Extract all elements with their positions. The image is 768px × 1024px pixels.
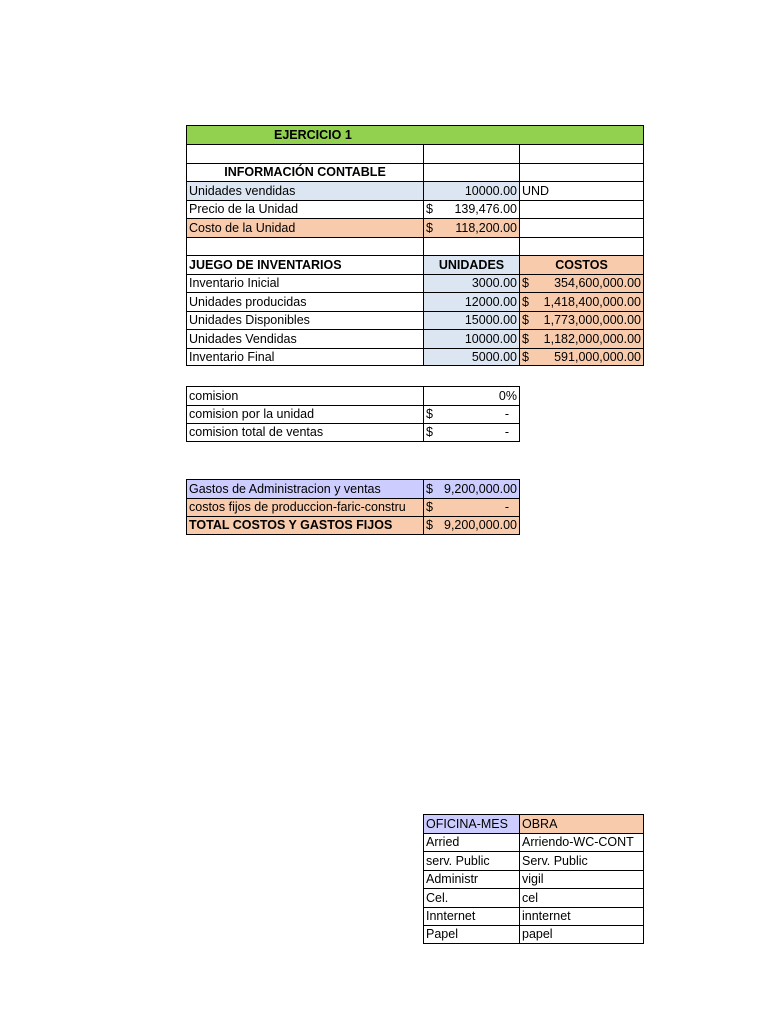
currency: $ xyxy=(522,349,529,364)
currency: $ xyxy=(426,518,433,533)
info-label[interactable]: Unidades vendidas xyxy=(186,181,423,200)
cell[interactable] xyxy=(519,237,644,256)
fixed-total-label[interactable]: TOTAL COSTOS Y GASTOS FIJOS xyxy=(186,516,423,535)
currency: $ xyxy=(426,425,433,440)
commission-label[interactable]: comision por la unidad xyxy=(186,405,423,424)
expenses-row xyxy=(423,851,644,870)
inventory-units[interactable]: 12000.00 xyxy=(423,292,519,311)
expenses-header-row xyxy=(423,814,644,833)
amount: 139,476.00 xyxy=(454,202,517,217)
expenses-row xyxy=(423,925,644,944)
commission-label[interactable]: comision total de ventas xyxy=(186,423,423,442)
fixed-row xyxy=(186,498,520,517)
commission-table xyxy=(186,386,520,442)
inventory-label[interactable]: Unidades Vendidas xyxy=(186,329,423,348)
inventory-cost[interactable] xyxy=(519,329,644,348)
obra-item[interactable]: cel xyxy=(519,888,644,907)
oficina-item[interactable]: Innternet xyxy=(423,907,519,926)
inventory-heading-row xyxy=(186,255,644,274)
inventory-label[interactable]: Inventario Inicial xyxy=(186,274,423,293)
inventory-units[interactable]: 10000.00 xyxy=(423,329,519,348)
blank-row xyxy=(186,144,644,163)
title-row xyxy=(186,125,644,144)
cell[interactable] xyxy=(519,144,644,163)
amount: 354,600,000.00 xyxy=(554,276,641,291)
info-row xyxy=(186,218,644,237)
currency: $ xyxy=(522,331,529,346)
oficina-item[interactable]: Arried xyxy=(423,833,519,852)
cell[interactable] xyxy=(519,218,644,237)
inventory-label[interactable]: Unidades producidas xyxy=(186,292,423,311)
cell[interactable] xyxy=(519,163,644,182)
expenses-row xyxy=(423,888,644,907)
inventory-cost[interactable] xyxy=(519,274,644,293)
commission-label[interactable]: comision xyxy=(186,386,423,405)
expenses-row xyxy=(423,870,644,889)
inventory-units[interactable]: 15000.00 xyxy=(423,311,519,330)
expenses-row xyxy=(423,907,644,926)
inventory-label[interactable]: Inventario Final xyxy=(186,348,423,367)
inventory-heading[interactable]: JUEGO DE INVENTARIOS xyxy=(186,255,423,274)
inventory-row xyxy=(186,329,644,348)
inventory-row xyxy=(186,348,644,367)
amount: 1,773,000,000.00 xyxy=(543,313,641,328)
obra-header[interactable]: OBRA xyxy=(519,814,644,833)
currency: $ xyxy=(522,313,529,328)
amount: 1,182,000,000.00 xyxy=(543,331,641,346)
amount: 118,200.00 xyxy=(455,220,517,235)
commission-row xyxy=(186,405,520,424)
fixed-label[interactable]: Gastos de Administracion y ventas xyxy=(186,479,423,498)
oficina-item[interactable]: Administr xyxy=(423,870,519,889)
cell[interactable] xyxy=(519,200,644,219)
inventory-cost[interactable] xyxy=(519,292,644,311)
info-value[interactable] xyxy=(423,218,519,237)
inventory-cost[interactable] xyxy=(519,311,644,330)
obra-item[interactable]: Arriendo-WC-CONT xyxy=(519,833,644,852)
currency: $ xyxy=(426,202,433,217)
inventory-row xyxy=(186,274,644,293)
cell[interactable] xyxy=(186,237,423,256)
amount: - xyxy=(504,425,509,440)
title-cell[interactable]: EJERCICIO 1 xyxy=(186,125,644,144)
inventory-label[interactable]: Unidades Disponibles xyxy=(186,311,423,330)
oficina-header[interactable]: OFICINA-MES xyxy=(423,814,519,833)
oficina-item[interactable]: Cel. xyxy=(423,888,519,907)
obra-item[interactable]: Serv. Public xyxy=(519,851,644,870)
fixed-row xyxy=(186,479,520,498)
amount: 9,200,000.00 xyxy=(444,518,517,533)
oficina-item[interactable]: Papel xyxy=(423,925,519,944)
info-row xyxy=(186,181,644,200)
amount: - xyxy=(504,407,509,422)
info-heading-row xyxy=(186,163,644,182)
ejercicio-table xyxy=(186,125,644,366)
info-unit[interactable]: UND xyxy=(519,181,644,200)
currency: $ xyxy=(426,220,433,235)
obra-item[interactable]: innternet xyxy=(519,907,644,926)
oficina-item[interactable]: serv. Public xyxy=(423,851,519,870)
info-value[interactable]: 10000.00 xyxy=(423,181,519,200)
fixed-costs-table xyxy=(186,479,520,535)
currency: $ xyxy=(426,407,433,422)
amount: - xyxy=(504,500,509,515)
info-heading[interactable]: INFORMACIÓN CONTABLE xyxy=(186,163,423,182)
commission-row xyxy=(186,423,520,442)
inventory-cost[interactable] xyxy=(519,348,644,367)
commission-value[interactable] xyxy=(423,405,520,424)
fixed-value[interactable] xyxy=(423,498,520,517)
inventory-units[interactable]: 5000.00 xyxy=(423,348,519,367)
cell[interactable] xyxy=(186,144,423,163)
amount: 591,000,000.00 xyxy=(554,349,641,364)
currency: $ xyxy=(426,500,433,515)
currency: $ xyxy=(426,481,433,496)
commission-row xyxy=(186,386,520,405)
info-row xyxy=(186,200,644,219)
costs-header[interactable]: COSTOS xyxy=(519,255,644,274)
fixed-label[interactable]: costos fijos de produccion-faric-constru xyxy=(186,498,423,517)
commission-value[interactable]: 0% xyxy=(423,386,520,405)
cell[interactable] xyxy=(423,144,519,163)
cell[interactable] xyxy=(423,237,519,256)
obra-item[interactable]: papel xyxy=(519,925,644,944)
blank-row xyxy=(186,237,644,256)
inventory-row xyxy=(186,292,644,311)
fixed-total-row xyxy=(186,516,520,535)
commission-value[interactable] xyxy=(423,423,520,442)
fixed-total-value[interactable] xyxy=(423,516,520,535)
info-label[interactable]: Precio de la Unidad xyxy=(186,200,423,219)
info-label[interactable]: Costo de la Unidad xyxy=(186,218,423,237)
currency: $ xyxy=(522,276,529,291)
inventory-row xyxy=(186,311,644,330)
info-value[interactable] xyxy=(423,200,519,219)
units-header[interactable]: UNIDADES xyxy=(423,255,519,274)
currency: $ xyxy=(522,294,529,309)
amount: 9,200,000.00 xyxy=(444,481,517,496)
inventory-units[interactable]: 3000.00 xyxy=(423,274,519,293)
fixed-value[interactable] xyxy=(423,479,520,498)
expenses-row xyxy=(423,833,644,852)
cell[interactable] xyxy=(423,163,519,182)
expenses-table xyxy=(423,814,644,944)
amount: 1,418,400,000.00 xyxy=(543,294,641,309)
obra-item[interactable]: vigil xyxy=(519,870,644,889)
